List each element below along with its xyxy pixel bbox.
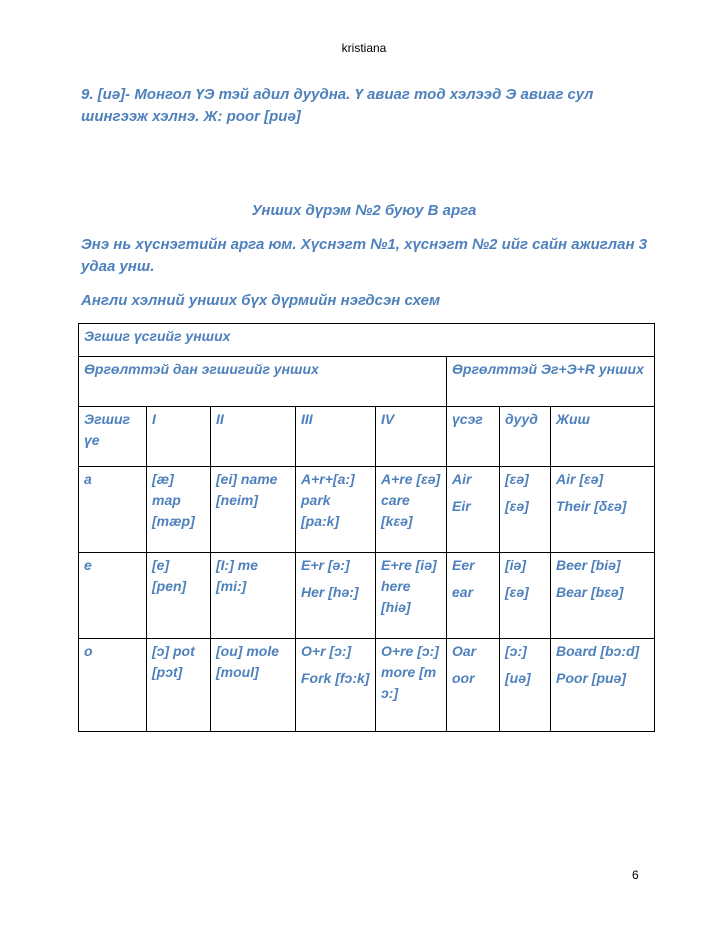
letters-2: Eir — [452, 498, 471, 514]
cell-type-3 — [296, 639, 376, 732]
column-header-sound: дууд — [500, 407, 551, 467]
letters-2: oor — [452, 670, 475, 686]
cell-type-4: E+re [iə] here [hiə] — [376, 553, 447, 639]
column-header-vowel: Эгшиг үе — [79, 407, 147, 467]
column-header-type-1: I — [147, 407, 211, 467]
row-vowel-a: a — [79, 467, 147, 553]
group-header-single-vowel: Өргөлттэй дан эгшигийг унших — [79, 357, 447, 407]
letters-1: Oar — [452, 643, 477, 659]
cell-letters — [447, 639, 500, 732]
paragraph-table-method: Энэ нь хүснэгтийн арга юм. Хүснэгт №1, хүснэгт №2 ийг сайн ажиглан 3 удаа унш. — [81, 236, 648, 275]
sound-2: [ɛə] — [505, 584, 529, 600]
type-3-rule: O+r [ɔ:] — [301, 643, 352, 659]
column-header-type-3: III — [296, 407, 376, 467]
letters-2: ear — [452, 584, 474, 600]
table-caption: Эгшиг үсгийг унших — [79, 324, 655, 357]
example-1: Board [bɔ:d] — [556, 643, 640, 659]
type-3-example: Fork [fɔ:k] — [301, 670, 370, 686]
cell-type-1: [æ] map [mæp] — [147, 467, 211, 553]
cell-type-3 — [296, 553, 376, 639]
column-header-letters: үсэг — [447, 407, 500, 467]
sound-1: [iə] — [505, 557, 526, 573]
sound-2: [ɛə] — [505, 498, 529, 514]
cell-type-2: [ei] name [neim] — [211, 467, 296, 553]
cell-type-3: A+r+[a:] park [pa:k] — [296, 467, 376, 553]
letters-1: Eer — [452, 557, 475, 573]
cell-type-1: [e] [pen] — [147, 553, 211, 639]
cell-type-2: [ou] mole [moul] — [211, 639, 296, 732]
example-1: Air [ɛə] — [556, 471, 604, 487]
letters-1: Air — [452, 471, 472, 487]
sound-1: [ɛə] — [505, 471, 529, 487]
sound-2: [uə] — [505, 670, 531, 686]
cell-example — [551, 553, 655, 639]
row-vowel-o: o — [79, 639, 147, 732]
row-vowel-e: e — [79, 553, 147, 639]
cell-type-2: [I:] me [mi:] — [211, 553, 296, 639]
column-header-type-4: IV — [376, 407, 447, 467]
example-2: Bear [bɛə] — [556, 584, 624, 600]
example-2: Their [δɛə] — [556, 498, 627, 514]
cell-type-4: A+re [ɛə] care [kɛə] — [376, 467, 447, 553]
type-3-rule: E+r [ə:] — [301, 557, 350, 573]
table-row — [79, 467, 655, 553]
example-1: Beer [biə] — [556, 557, 621, 573]
column-header-example: Жиш — [551, 407, 655, 467]
column-header-type-2: II — [211, 407, 296, 467]
example-2: Poor [puə] — [556, 670, 626, 686]
paragraph-scheme-title: Англи хэлний унших бүх дүрмийн нэгдсэн схем — [81, 292, 441, 309]
cell-sound — [500, 467, 551, 553]
cell-example — [551, 467, 655, 553]
paragraph-uə-rule: 9. [uə]- Монгол ҮЭ тэй адил дуудна. Ү авиаг тод хэлээд Э авиаг сул шингээж хэлнэ. Ж: poor [puə] — [81, 86, 594, 125]
reading-rules-table — [78, 323, 655, 732]
section-title: Унших дүрэм №2 буюу В арга — [251, 202, 477, 219]
cell-letters — [447, 553, 500, 639]
cell-type-4: O+re [ɔ:] more [m ɔ:] — [376, 639, 447, 732]
cell-letters — [447, 467, 500, 553]
table-row — [79, 639, 655, 732]
cell-example — [551, 639, 655, 732]
cell-sound — [500, 553, 551, 639]
cell-sound — [500, 639, 551, 732]
cell-type-1: [ɔ] pot [pɔt] — [147, 639, 211, 732]
group-header-vowel-r: Өргөлттэй Эг+Э+R унших — [447, 357, 655, 407]
page-header: kristiana — [341, 41, 387, 55]
table-row — [79, 553, 655, 639]
type-3-example: Her [hə:] — [301, 584, 359, 600]
sound-1: [ɔ:] — [505, 643, 527, 659]
page-number: 6 — [632, 868, 639, 882]
